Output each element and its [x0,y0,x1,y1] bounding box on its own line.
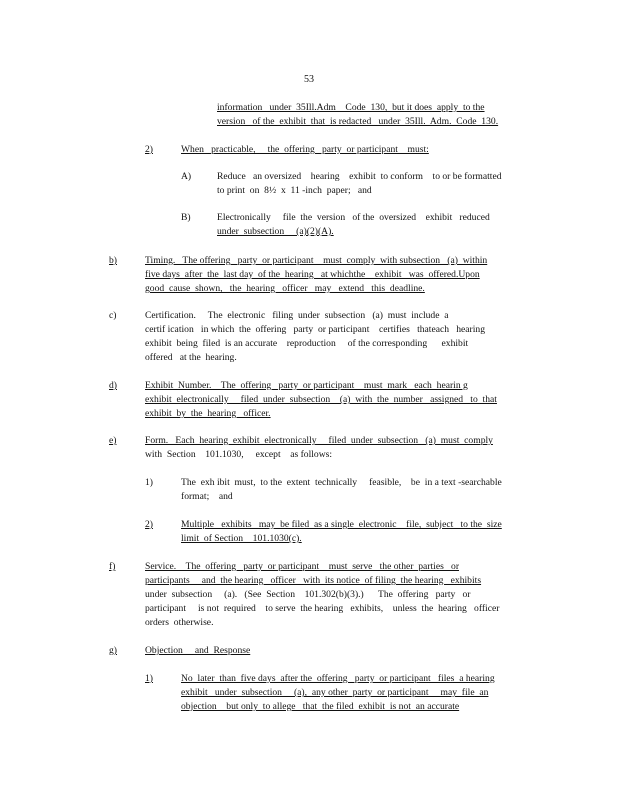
section-g-heading: Objection and Response [145,645,251,656]
section-b-marker: b) [109,255,117,266]
section-b-line-2: five days after the last day of the hearing at whichthe exhibit was offered.Upon [145,269,480,280]
section-c-line-4: offered at the hearing. [145,352,237,363]
item-A-marker: A) [181,171,192,182]
section-g-item-1-line-1: No later than five days after the offering party or participant files a hearing [181,673,495,684]
section-c-line-3: exhibit being filed is an accurate reproduction of the corresponding exhibit [145,338,469,349]
section-d-line-2: exhibit electronically filed under subsection (a) with the number assigned to that [145,394,497,405]
section-d-marker: d) [109,380,117,391]
item-B-line-1: Electronically file the version of the oversized exhibit reduced [217,212,490,223]
section-e-line-2: with Section 101.1030, except as follows: [145,449,333,460]
section-e-item-2-marker: 2) [145,519,153,530]
section-e-item-2-line-1: Multiple exhibits may be filed as a single electronic file, subject to the size [181,519,502,530]
section-g-item-1-line-2: exhibit under subsection (a), any other party or participant may file an [181,687,489,698]
section-e-item-2-line-2: limit of Section 101.1030(c). [181,533,302,544]
section-g-item-1-line-3: objection but only to allege that the filed exhibit is not an accurate [181,701,460,712]
page-number: 53 [304,74,314,85]
section-f-line-4: participant is not required to serve the hearing exhibits, unless the hearing officer [145,603,500,614]
section-d-line-3: exhibit by the hearing officer. [145,408,271,419]
section-d-line-1: Exhibit Number. The offering party or participant must mark each hearin g [145,380,468,391]
item-B-marker: B) [181,212,191,223]
section-g-marker: g) [109,645,117,656]
section-e-marker: e) [109,435,117,446]
item-2-marker: 2) [145,144,153,155]
item-A-line-2: to print on 8½ x 11 -inch paper; and [217,185,372,196]
item-2-text: When practicable, the offering party or participant must: [181,144,429,155]
section-b-line-1: Timing. The offering party or participant must comply with subsection (a) within [145,255,488,266]
section-f-line-3: under subsection (a). (See Section 101.302(b)(3).) The offering party or [145,589,471,600]
section-c-line-2: certif ication in which the offering party or participant certifies thateach hearing [145,324,486,335]
item-A-line-1: Reduce an oversized hearing exhibit to conform to or be formatted [217,171,502,182]
section-b-line-3: good cause shown, the hearing officer may extend this deadline. [145,283,425,294]
section-e-item-1-marker: 1) [145,477,153,488]
section-f-marker: f) [109,561,116,572]
section-f-line-5: orders otherwise. [145,617,214,628]
section-g-item-1-marker: 1) [145,673,153,684]
section-f-line-2: participants and the hearing officer with its notice of filing the hearing exhibits [145,575,482,586]
section-c-marker: c) [109,310,117,321]
item-B-line-2: under subsection (a)(2)(A). [217,226,334,237]
section-f-line-1: Service. The offering party or participant must serve the other parties or [145,561,460,572]
section-c-line-1: Certification. The electronic filing under subsection (a) must include a [145,310,449,321]
section-e-line-1: Form. Each hearing exhibit electronically filed under subsection (a) must comply [145,435,493,446]
continuation-line-2: version of the exhibit that is redacted under 35Ill. Adm. Code 130. [217,116,499,127]
section-e-item-1-line-1: The exh ibit must, to the extent technically feasible, be in a text -searchable [181,477,502,488]
section-e-item-1-line-2: format; and [181,491,233,502]
continuation-line-1: information under 35Ill.Adm Code 130, but it does apply to the [217,102,485,113]
